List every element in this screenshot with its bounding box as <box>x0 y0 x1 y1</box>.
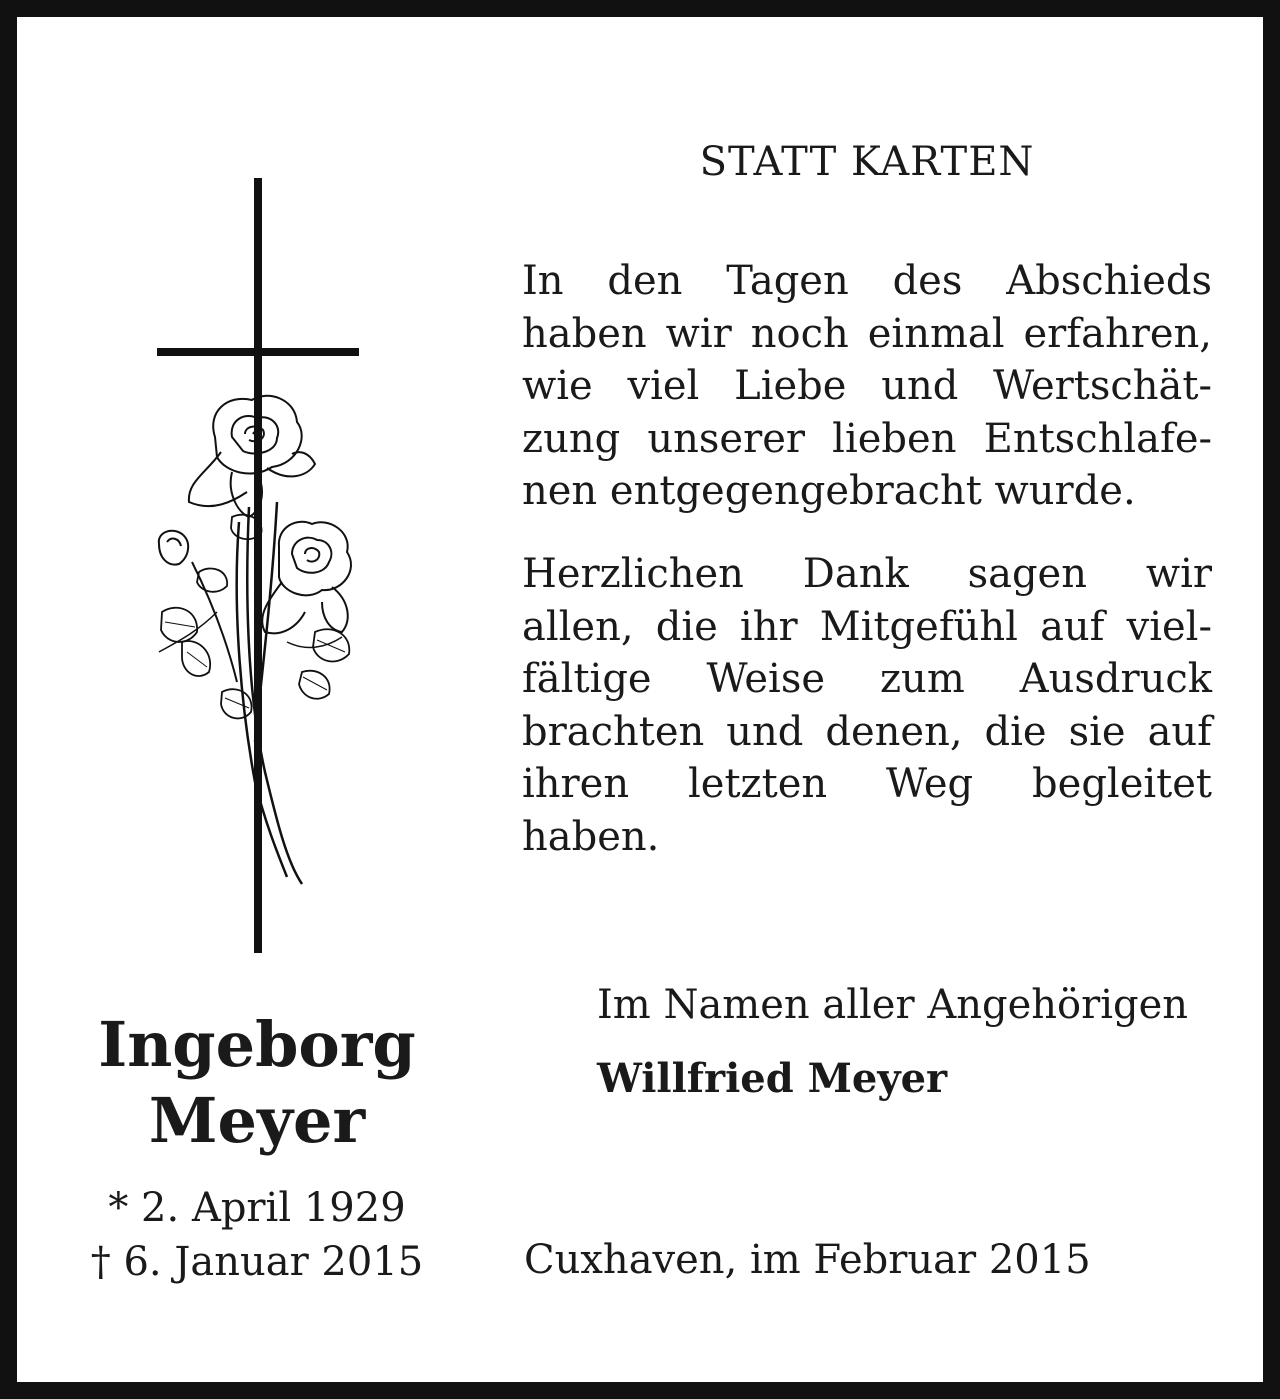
text-line: fältige Weise zum Ausdruck <box>522 656 1212 702</box>
text-line: wie viel Liebe und Wertschät- <box>522 363 1212 409</box>
text-line: In den Tagen des Abschieds <box>522 258 1212 304</box>
cross-with-roses-icon <box>137 172 377 962</box>
signature-line: Im Namen aller Angehörigen <box>597 982 1189 1028</box>
text-line: brachten und denen, die sie auf <box>522 708 1212 755</box>
text-line: nen entgegengebracht wurde. <box>522 468 1136 514</box>
text-line: allen, die ihr Mitgefühl auf viel- <box>522 603 1212 650</box>
deceased-last-name: Meyer <box>148 1084 366 1157</box>
thanks-paragraph-2 <box>522 548 1212 863</box>
text-line: haben wir noch einmal erfahren, <box>522 310 1212 357</box>
life-dates <box>57 1181 457 1289</box>
place-date: Cuxhaven, im Februar 2015 <box>524 1237 1091 1283</box>
text-line: ihren letzten Weg begleitet <box>522 761 1212 807</box>
birth-date: * 2. April 1929 <box>108 1185 406 1231</box>
notice-header: STATT KARTEN <box>699 139 1035 185</box>
deceased-name <box>57 1007 457 1159</box>
text-line: haben. <box>522 813 660 860</box>
deceased-first-name: Ingeborg <box>98 1008 416 1081</box>
thanks-paragraph-1 <box>522 255 1212 518</box>
text-line: zung unserer lieben Entschlafe- <box>522 415 1212 462</box>
death-date: † 6. Januar 2015 <box>90 1239 424 1285</box>
text-line: Herzlichen Dank sagen wir <box>522 551 1212 597</box>
signature-name: Willfried Meyer <box>597 1055 948 1102</box>
